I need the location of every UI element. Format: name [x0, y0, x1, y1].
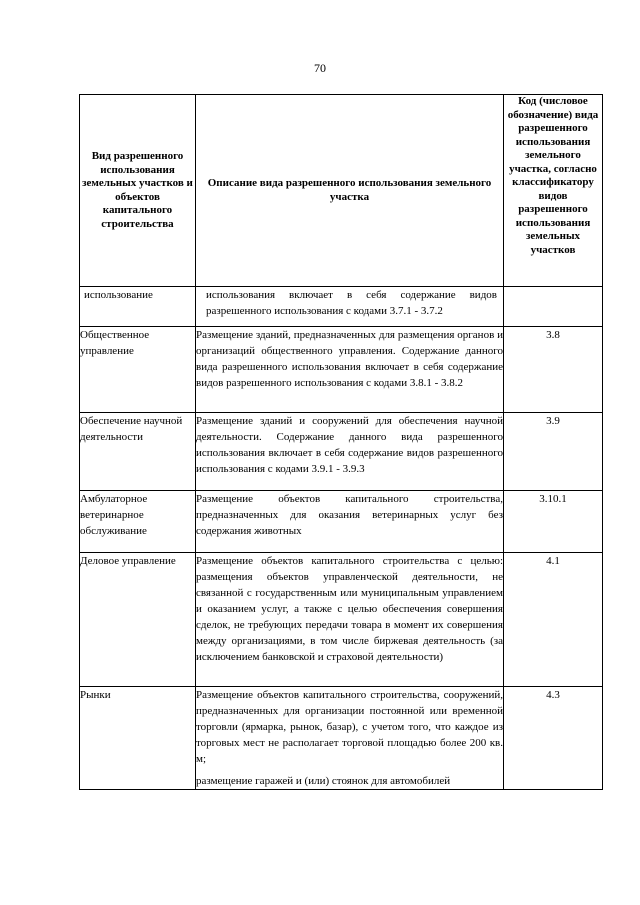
row-name: Деловое управление — [80, 553, 196, 687]
row-description — [196, 553, 504, 687]
header-code: Код (числовое обозначение) вида разрешенного использования земельного участка, согласно классификатору видов разрешенного использования земельных участков — [504, 95, 603, 287]
row-description — [196, 413, 504, 491]
description-paragraph: использования включает в себя содержание видов разрешенного использования с кодами 3.7.1 - 3.7.2 — [206, 289, 497, 317]
row-name: Амбулаторное ветеринарное обслуживание — [80, 491, 196, 553]
description-paragraph: Размещение зданий, предназначенных для размещения органов и организаций общественного управления. Содержание данного вида разрешенного использования включает в себя содержание видов разрешенного использования с кодами 3.8.1 - 3.8.2 — [196, 329, 503, 389]
description-paragraph: Размещение зданий и сооружений для обеспечения научной деятельности. Содержание данного вида разрешенного использования включает в себя содержание видов разрешенного использования с кодами 3.9.1 - 3.9.3 — [196, 415, 503, 475]
row-description — [196, 687, 504, 790]
description-paragraph: размещение гаражей и (или) стоянок для автомобилей — [196, 775, 451, 787]
table-header-row — [80, 95, 603, 287]
row-description — [196, 491, 504, 553]
land-use-table — [79, 94, 603, 790]
header-land-use-type: Вид разрешенного использования земельных участков и объектов капитального строительства — [80, 95, 196, 287]
description-paragraph: Размещение объектов капитального строительства, сооружений, предназначенных для организации постоянной или временной торговли (ярмарка, рынок, базар), с учетом того, что каждое из торговых мест не располагает торговой площадью более 200 кв. м; — [196, 689, 503, 765]
description-paragraph: Размещение объектов капитального строительства с целью: размещения объектов управленческой деятельности, не связанной с государственным или муниципальным управлением и оказанием услуг, а также с целью обеспечения совершения сделок, не требующих передачи товара в момент их совершения между организациями, в том числе биржевая деятельность (за исключением банковской и страховой деятельности) — [196, 555, 503, 663]
table-row — [80, 553, 603, 687]
row-name: Общественное управление — [80, 327, 196, 413]
table-row — [80, 491, 603, 553]
table-row — [80, 287, 603, 327]
row-description — [196, 287, 504, 327]
row-name: Обеспечение научной деятельности — [80, 413, 196, 491]
row-code: 3.8 — [504, 327, 603, 413]
table-row — [80, 413, 603, 491]
row-code — [504, 287, 603, 327]
row-code: 4.1 — [504, 553, 603, 687]
table-row — [80, 327, 603, 413]
row-code: 3.9 — [504, 413, 603, 491]
description-paragraph: Размещение объектов капитального строительства, предназначенных для оказания ветеринарных услуг без содержания животных — [196, 493, 503, 537]
row-name: использование — [80, 287, 196, 327]
header-description: Описание вида разрешенного использования земельного участка — [196, 95, 504, 287]
row-code: 3.10.1 — [504, 491, 603, 553]
page-number: 70 — [314, 61, 326, 75]
row-description — [196, 327, 504, 413]
table-row — [80, 687, 603, 790]
row-name: Рынки — [80, 687, 196, 790]
row-code: 4.3 — [504, 687, 603, 790]
